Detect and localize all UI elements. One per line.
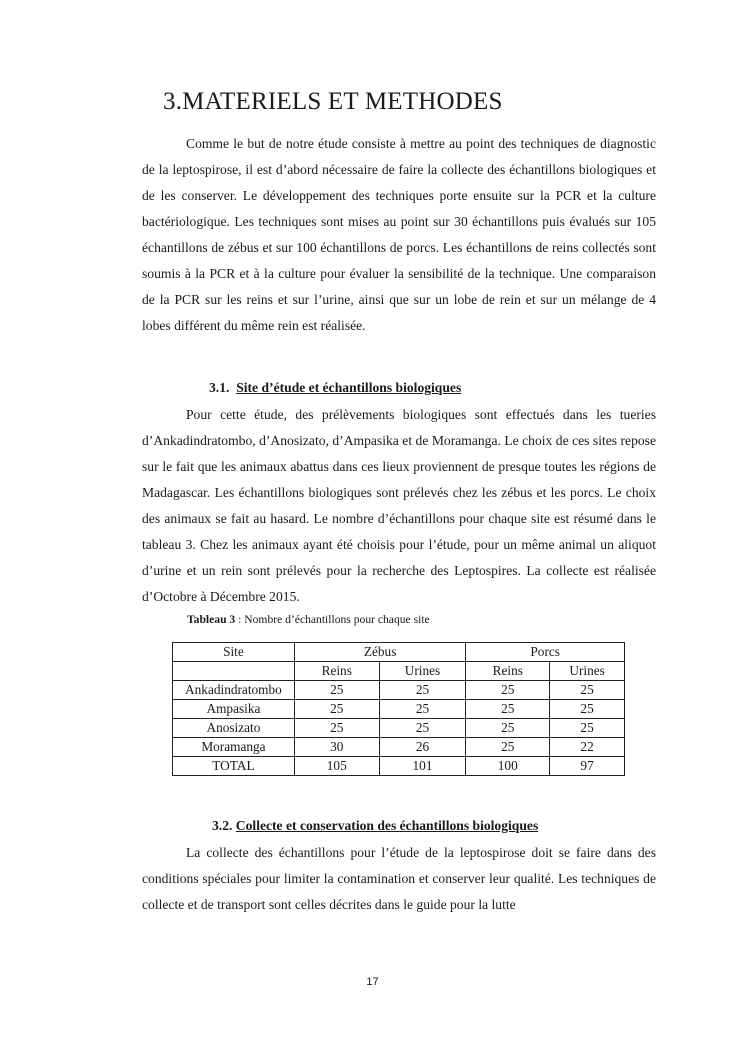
cell-site: Moramanga — [173, 738, 295, 757]
cell-site: Anosizato — [173, 719, 295, 738]
cell-value: 25 — [466, 681, 550, 700]
cell-value: 101 — [379, 757, 466, 776]
cell-value: 25 — [379, 700, 466, 719]
cell-value: 97 — [550, 757, 625, 776]
subheader-zebus-reins: Reins — [294, 662, 379, 681]
cell-value: 25 — [466, 700, 550, 719]
table-row — [173, 681, 625, 700]
cell-value: 22 — [550, 738, 625, 757]
cell-value: 25 — [550, 681, 625, 700]
table-caption-text: : Nombre d’échantillons pour chaque site — [235, 613, 430, 626]
cell-site: TOTAL — [173, 757, 295, 776]
table-caption-label: Tableau 3 — [187, 613, 236, 626]
samples-table — [172, 642, 625, 776]
cell-site: Ankadindratombo — [173, 681, 295, 700]
table-header-row — [173, 643, 625, 662]
section-title: Site d’étude et échantillons biologiques — [236, 380, 462, 395]
cell-value: 25 — [294, 700, 379, 719]
section-3-1-paragraph: Pour cette étude, des prélèvements biologiques sont effectués dans les tueries d’Ankadindratombo, d’Anosizato, d’Ampasika et de Moramanga. Le choix de ces sites repose sur le fait que les animaux abattus dans ces lieux proviennent de presque toutes les régions de Madagascar. Les échantillons biologiques sont prélevés chez les zébus et les porcs. Le choix des animaux se fait au hasard. Le nombre d’échantillons pour chaque site est résumé dans le tableau 3. Chez les animaux ayant été choisis pour l’étude, pour un même animal un aliquot d’urine et un rein sont prélevés pour la recherche des Leptospires. La collecte est réalisée d’Octobre à Décembre 2015. — [142, 407, 656, 604]
cell-value: 25 — [294, 719, 379, 738]
cell-value: 25 — [466, 738, 550, 757]
section-number: 3.2. — [212, 818, 233, 833]
cell-site: Ampasika — [173, 700, 295, 719]
subheader-porcs-urines: Urines — [550, 662, 625, 681]
header-site: Site — [173, 643, 295, 662]
cell-value: 25 — [379, 681, 466, 700]
subheader-porcs-reins: Reins — [466, 662, 550, 681]
header-zebus: Zébus — [294, 643, 466, 662]
cell-value: 25 — [466, 719, 550, 738]
table-row — [173, 719, 625, 738]
cell-value: 25 — [294, 681, 379, 700]
subheader-zebus-urines: Urines — [379, 662, 466, 681]
section-3-2-paragraph: La collecte des échantillons pour l’étude de la leptospirose doit se faire dans des conditions spéciales pour limiter la contamination et conserver leur qualité. Les techniques de collecte et de transport sont celles décrites dans le guide pour la lutte — [142, 845, 656, 912]
section-number: 3.1. — [209, 380, 230, 395]
table-row-total — [173, 757, 625, 776]
subheader-empty — [173, 662, 295, 681]
table-row — [173, 738, 625, 757]
table-row — [173, 700, 625, 719]
table-subheader-row — [173, 662, 625, 681]
page-number: 17 — [366, 976, 379, 988]
chapter-title: 3.MATERIELS ET METHODES — [163, 88, 503, 115]
cell-value: 26 — [379, 738, 466, 757]
cell-value: 100 — [466, 757, 550, 776]
intro-paragraph: Comme le but de notre étude consiste à mettre au point des techniques de diagnostic de la leptospirose, il est d’abord nécessaire de faire la collecte des échantillons biologiques et de les conserver. Le développement des techniques porte ensuite sur la PCR et la culture bactériologique. Les techniques sont mises au point sur 30 échantillons puis évalués sur 105 échantillons de zébus et sur 100 échantillons de porcs. Les échantillons de reins collectés sont soumis à la PCR et à la culture pour évaluer la sensibilité de la technique. Une comparaison de la PCR sur les reins et sur l’urine, ainsi que sur un lobe de rein et sur un mélange de 4 lobes différent du même rein est réalisée. — [142, 136, 656, 333]
cell-value: 25 — [379, 719, 466, 738]
cell-value: 105 — [294, 757, 379, 776]
table-caption — [187, 613, 430, 626]
section-heading-3-1 — [209, 380, 461, 396]
cell-value: 25 — [550, 700, 625, 719]
section-heading-3-2 — [212, 818, 538, 834]
cell-value: 30 — [294, 738, 379, 757]
cell-value: 25 — [550, 719, 625, 738]
header-porcs: Porcs — [466, 643, 625, 662]
section-title: Collecte et conservation des échantillons biologiques — [235, 818, 539, 833]
